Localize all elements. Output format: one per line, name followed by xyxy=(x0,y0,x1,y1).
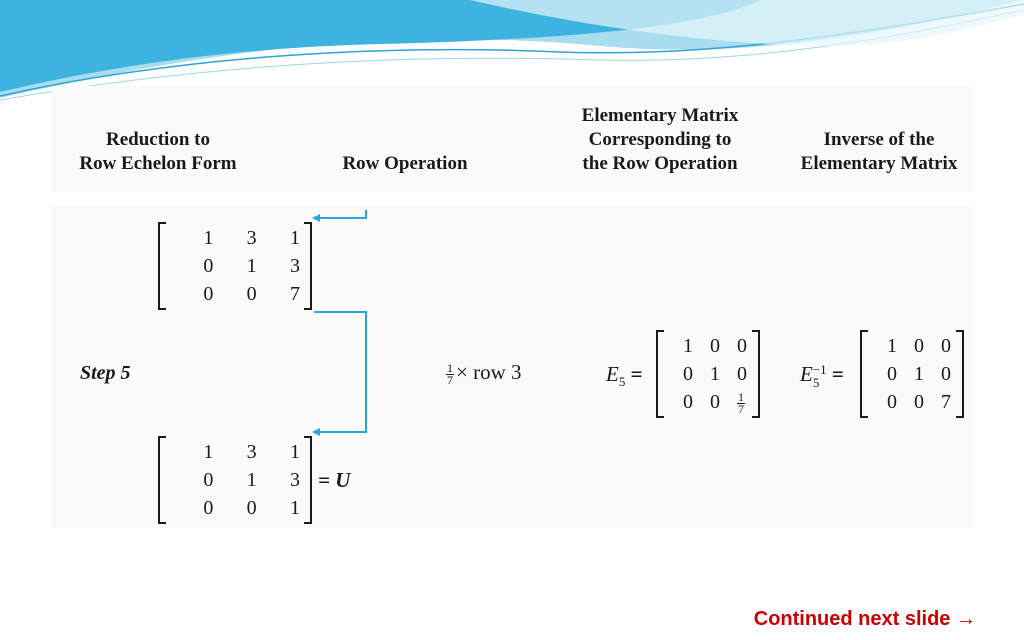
row-op-frac-den: 7 xyxy=(447,372,453,387)
header-inverse-line1: Inverse of the xyxy=(823,129,935,150)
matrix-before-row xyxy=(170,280,300,308)
matrix-before-cell: 3 xyxy=(246,227,257,249)
arrow-right-icon: → xyxy=(956,608,976,630)
header-reduction-line2: Row Echelon Form xyxy=(79,153,237,174)
matrix-after-cell: 1 xyxy=(289,441,300,463)
header-reduction-line1: Reduction to xyxy=(106,129,210,150)
matrix-elementary-cell: 0 xyxy=(683,363,693,385)
inverse-label-sub: 5 xyxy=(812,375,820,391)
matrix-elementary-cell: 0 xyxy=(737,363,747,385)
matrix-before-cell: 1 xyxy=(246,255,257,277)
row-operation xyxy=(446,360,522,386)
fraction: $\frac{1}{7}$ xyxy=(738,389,744,416)
header-inverse-line2: Elementary Matrix xyxy=(800,153,958,174)
inverse-label-sup: −1 xyxy=(812,362,827,378)
row-op-text: × row 3 xyxy=(456,360,522,384)
matrix-inverse-cell: 0 xyxy=(941,335,951,357)
matrix-before-cell: 3 xyxy=(289,255,300,277)
matrix-inverse-cell: 7 xyxy=(941,391,951,413)
header-elementary-line1: Elementary Matrix xyxy=(581,105,739,126)
equals-u-label xyxy=(318,468,350,493)
matrix-elementary-row xyxy=(666,332,748,360)
elementary-label-sub: 5 xyxy=(618,374,626,390)
matrix-elementary-cell: 0 xyxy=(710,391,720,413)
step-arrow xyxy=(310,206,370,436)
matrix-before xyxy=(158,222,312,310)
matrix-before-cell: 0 xyxy=(203,255,214,277)
elementary-label xyxy=(606,362,643,390)
matrix-after-row xyxy=(170,494,300,522)
matrix-after-cell: 0 xyxy=(203,469,214,491)
matrix-after-cell: 1 xyxy=(203,441,214,463)
matrix-elementary-cell: 0 xyxy=(710,335,720,357)
header-elementary-line3: the Row Operation xyxy=(582,153,738,174)
matrix-inverse-cell: 0 xyxy=(941,363,951,385)
matrix-elementary-row xyxy=(666,360,748,388)
matrix-inverse-row xyxy=(870,388,952,416)
matrix-inverse-cell: 0 xyxy=(887,391,897,413)
row-op-fraction xyxy=(446,360,454,387)
inverse-label xyxy=(800,362,844,389)
step-label: Step 5 xyxy=(80,362,131,384)
matrix-inverse-cell: 1 xyxy=(914,363,924,385)
matrix-after xyxy=(158,436,312,524)
inverse-equals: = xyxy=(831,362,844,386)
matrix-inverse-cell: 0 xyxy=(914,391,924,413)
matrix-after-cell: 3 xyxy=(246,441,257,463)
elementary-label-base: E xyxy=(606,362,619,386)
header-row-operation xyxy=(330,152,480,176)
matrix-before-row xyxy=(170,252,300,280)
matrix-elementary-cell: 0 xyxy=(683,391,693,413)
matrix-after-row xyxy=(170,438,300,466)
header-inverse xyxy=(794,128,964,176)
equals-u-text: = U xyxy=(318,468,351,492)
header-row-operation-line1: Row Operation xyxy=(342,153,468,174)
matrix-inverse-cell: 0 xyxy=(887,363,897,385)
inverse-label-base: E xyxy=(800,362,813,386)
matrix-after-cell: 1 xyxy=(246,469,257,491)
matrix-before-cell: 0 xyxy=(246,283,257,305)
matrix-inverse-row xyxy=(870,332,952,360)
matrix-inverse-cell: 0 xyxy=(914,335,924,357)
matrix-elementary-cell: 1 xyxy=(683,335,693,357)
elementary-equals: = xyxy=(630,362,643,386)
matrix-after-cell: 0 xyxy=(203,497,214,519)
matrix-elementary-cell: 0 xyxy=(737,335,747,357)
matrix-elementary xyxy=(656,330,760,418)
header-elementary-line2: Corresponding to xyxy=(588,129,732,150)
header-reduction xyxy=(78,128,238,176)
matrix-before-cell: 1 xyxy=(289,227,300,249)
row-op-frac-num: 1 xyxy=(447,360,453,375)
matrix-before-row xyxy=(170,224,300,252)
matrix-elementary-row xyxy=(666,388,748,416)
matrix-after-cell: 1 xyxy=(289,497,300,519)
matrix-before-cell: 0 xyxy=(203,283,214,305)
matrix-after-cell: 3 xyxy=(289,469,300,491)
matrix-inverse xyxy=(860,330,964,418)
matrix-after-row xyxy=(170,466,300,494)
matrix-inverse-cell: 1 xyxy=(887,335,897,357)
matrix-before-cell: 7 xyxy=(289,283,300,305)
matrix-after-cell: 0 xyxy=(246,497,257,519)
matrix-elementary-cell xyxy=(720,388,747,416)
footer-text: Continued next slide xyxy=(753,608,951,630)
matrix-inverse-row xyxy=(870,360,952,388)
continued-next-slide xyxy=(754,608,976,631)
matrix-before-cell: 1 xyxy=(203,227,214,249)
header-elementary-matrix xyxy=(570,104,750,176)
matrix-elementary-cell: 1 xyxy=(710,363,720,385)
